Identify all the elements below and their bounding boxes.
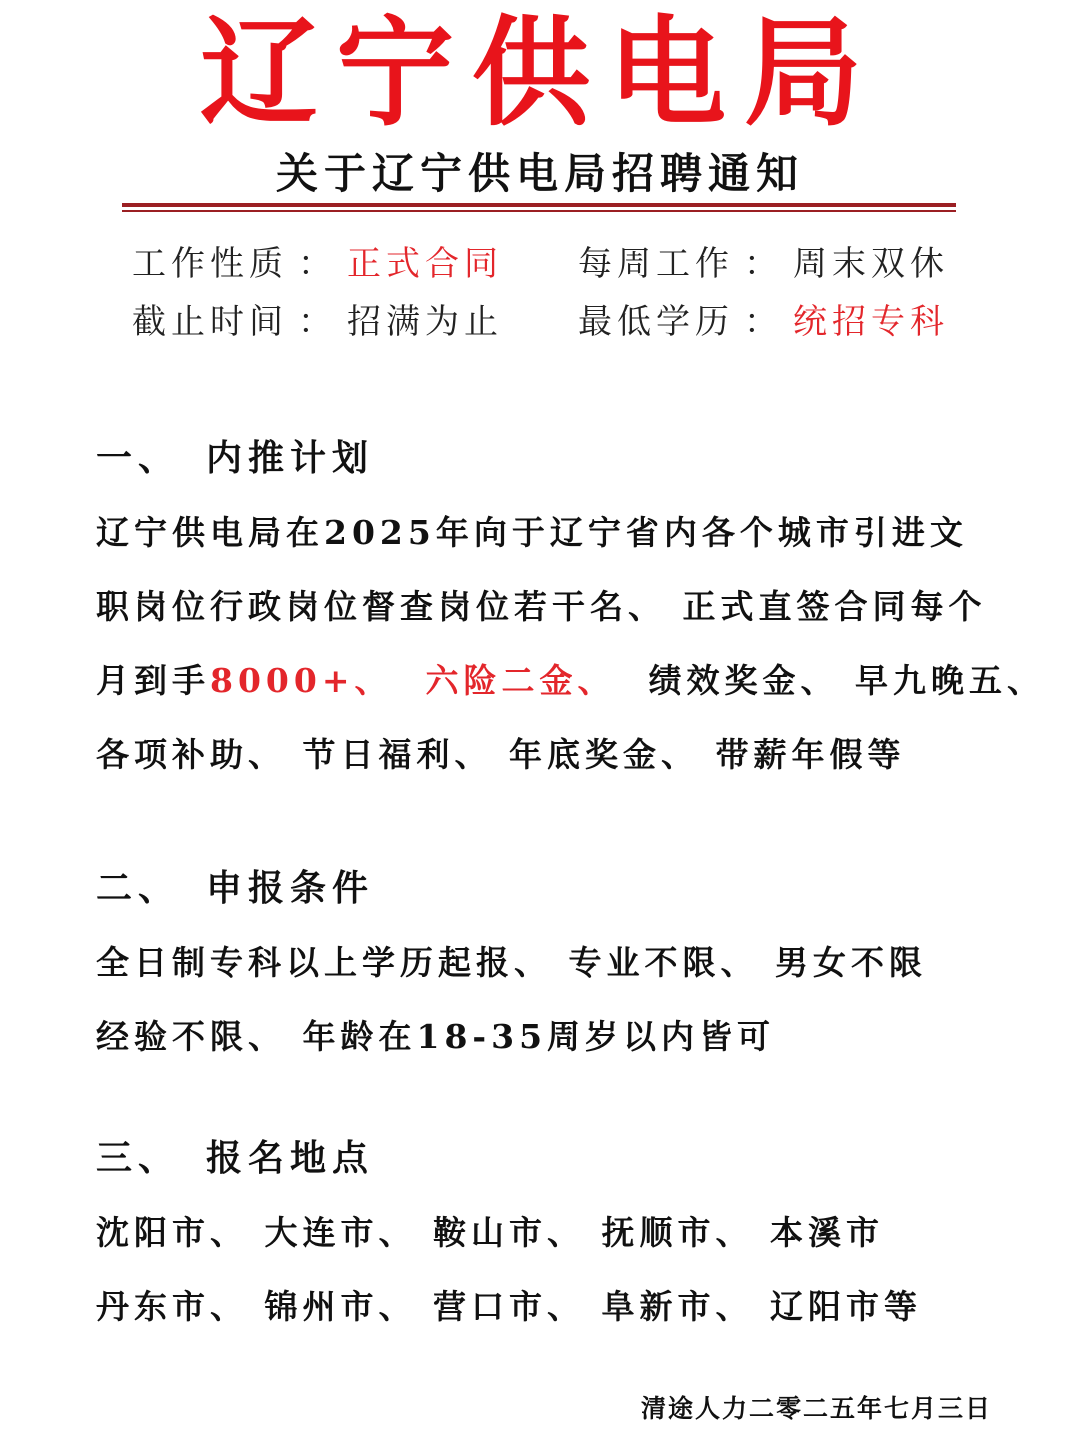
section-number: 二、 xyxy=(96,867,181,909)
section-text-line: 辽宁供电局在2025年向于辽宁省内各个城市引进文 xyxy=(96,513,968,552)
section-heading xyxy=(96,434,1036,482)
section-text-line: 经验不限、 年龄在18-35周岁以内皆可 xyxy=(96,1017,776,1056)
section-text-line: 各项补助、 节日福利、 年底奖金、 带薪年假等 xyxy=(96,735,906,774)
section-requirements xyxy=(96,864,1036,1074)
info-separator: ： xyxy=(744,302,783,342)
deadline-value: 招满为止 xyxy=(347,302,503,342)
weekly-work-label: 每周工作 xyxy=(578,244,734,284)
deadline-field xyxy=(132,296,503,348)
info-row-1 xyxy=(132,238,972,296)
section-title: 报名地点 xyxy=(206,1137,375,1179)
section-referral-plan xyxy=(96,434,1045,792)
section-title: 申报条件 xyxy=(206,867,375,909)
title-divider-thin xyxy=(122,210,956,212)
page-title: 辽宁供电局 xyxy=(199,3,880,142)
info-separator: ： xyxy=(298,302,337,342)
footer-signature: 清途人力二零二五年七月三日 xyxy=(640,1394,992,1423)
section-title: 内推计划 xyxy=(206,437,375,479)
section-text-line: 职岗位行政岗位督查岗位若干名、 正式直签合同每个 xyxy=(96,587,987,626)
insurance-value: 六险二金、 xyxy=(425,661,616,700)
deadline-label: 截止时间 xyxy=(132,302,288,342)
section-number: 三、 xyxy=(96,1137,181,1179)
weekly-work-field xyxy=(578,238,949,290)
benefits-text: 绩效奖金、 早九晚五、 xyxy=(648,661,1045,700)
section-text-line xyxy=(96,644,1045,718)
section-locations xyxy=(96,1134,1036,1344)
section-text-line: 沈阳市、 大连市、 鞍山市、 抚顺市、 本溪市 xyxy=(96,1213,884,1252)
section-text-line: 全日制专科以上学历起报、 专业不限、 男女不限 xyxy=(96,943,927,982)
job-nature-label: 工作性质 xyxy=(132,244,288,284)
job-info-grid xyxy=(132,238,972,354)
info-separator: ： xyxy=(744,244,783,284)
info-separator: ： xyxy=(298,244,337,284)
section-heading xyxy=(96,1134,1036,1182)
weekly-work-value: 周末双休 xyxy=(793,244,949,284)
title-divider-thick xyxy=(122,203,956,207)
salary-prefix: 月到手 xyxy=(96,661,210,700)
section-number: 一、 xyxy=(96,437,181,479)
min-education-value: 统招专科 xyxy=(793,302,949,342)
notice-subtitle: 关于辽宁供电局招聘通知 xyxy=(275,149,804,198)
job-nature-field xyxy=(132,238,503,290)
min-education-label: 最低学历 xyxy=(578,302,734,342)
min-education-field xyxy=(578,296,949,348)
job-nature-value: 正式合同 xyxy=(347,244,503,284)
info-row-2 xyxy=(132,296,972,354)
salary-value: 8000+、 xyxy=(210,661,393,700)
section-heading xyxy=(96,864,1036,912)
section-text-line: 丹东市、 锦州市、 营口市、 阜新市、 辽阳市等 xyxy=(96,1287,922,1326)
